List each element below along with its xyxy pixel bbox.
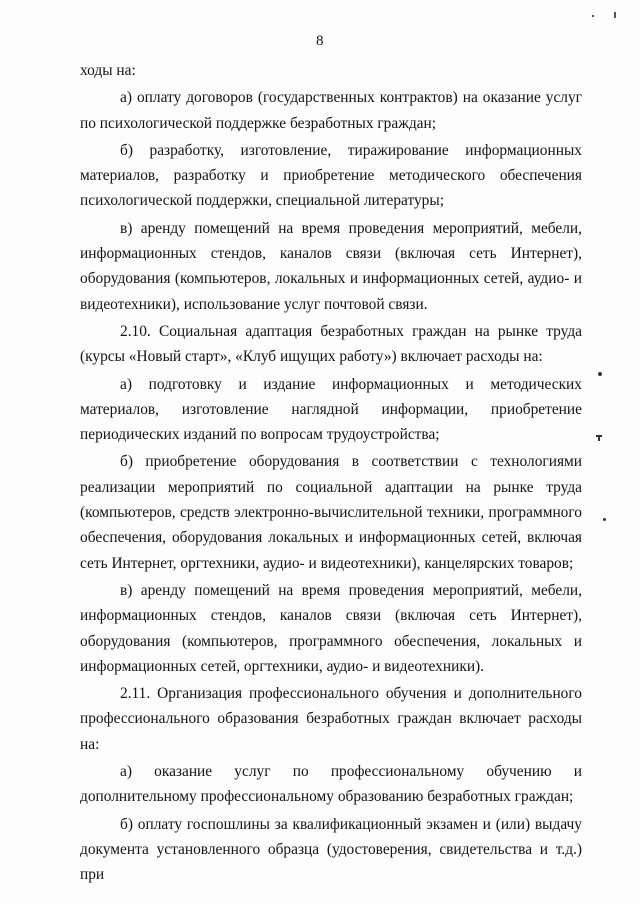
scan-speck [614, 12, 616, 18]
paragraph-item-a-preparation-publishing: а) подготовку и издание информационных и методических материалов, изготовление наглядной информации, приобретение периодических изданий по вопросам трудоустройства; [80, 375, 582, 444]
paragraph-section-2-11: 2.11. Организация профессионального обучения и дополнительного профессионального образования безработных граждан включает расходы на: [80, 685, 582, 753]
paragraph-item-c-rent-premises: в) аренду помещений на время проведения мероприятий, мебели, информационных стендов, каналов связи (включая сеть Интернет), оборудования (компьютеров, локальных и информационных сетей, аудио- и видеотехники), использование услуг почтовой связи. [80, 219, 582, 313]
paragraph-item-a-payment-contracts: а) оплату договоров (государственных контрактов) на оказание услуг по психологической поддержке безработных граждан; [80, 89, 582, 132]
paragraph-item-b-state-fee: б) оплату госпошлины за квалификационный экзамен и (или) выдачу документа установленного образца (удостоверения, свидетельства и т.д.) при [80, 815, 582, 884]
paragraph-item-c-rent-premises-2: в) аренду помещений на время проведения мероприятий, мебели, информационных стендов, каналов связи (включая сеть Интернет), оборудования (компьютеров, программного обеспечения, локальных и информационных сетей, оргтехники, аудио- и видеотехники). [80, 581, 582, 675]
paragraph-continuation: ходы на: [80, 62, 136, 79]
scan-speck [592, 15, 594, 17]
scan-speck [598, 437, 600, 441]
scan-speck [598, 372, 602, 376]
paragraph-item-b-development-materials: б) разработку, изготовление, тиражирование информационных материалов, разработку и приобретение методического обеспечения психологической поддержки, специальной литературы; [80, 141, 582, 210]
page-number: 8 [316, 33, 324, 49]
paragraph-item-b-equipment-purchase: б) приобретение оборудования в соответствии с технологиями реализации мероприятий по социальной адаптации на рынке труда (компьютеров, средств электронно-вычислительной техники, программного обеспечения, оборудования локальных и информационных сетей, включая сеть Интернет, оргтехники, аудио- и видеотехники), канцелярских товаров; [80, 453, 582, 572]
paragraph-section-2-10: 2.10. Социальная адаптация безработных граждан на рынке труда (курсы «Новый старт», «Клуб ищущих работу») включает расходы на: [80, 322, 582, 366]
document-body [80, 58, 582, 890]
paragraph-item-a-training-services: а) оказание услуг по профессиональному обучению и дополнительному профессиональному образованию безработных граждан; [80, 763, 582, 806]
scan-speck [603, 518, 606, 521]
